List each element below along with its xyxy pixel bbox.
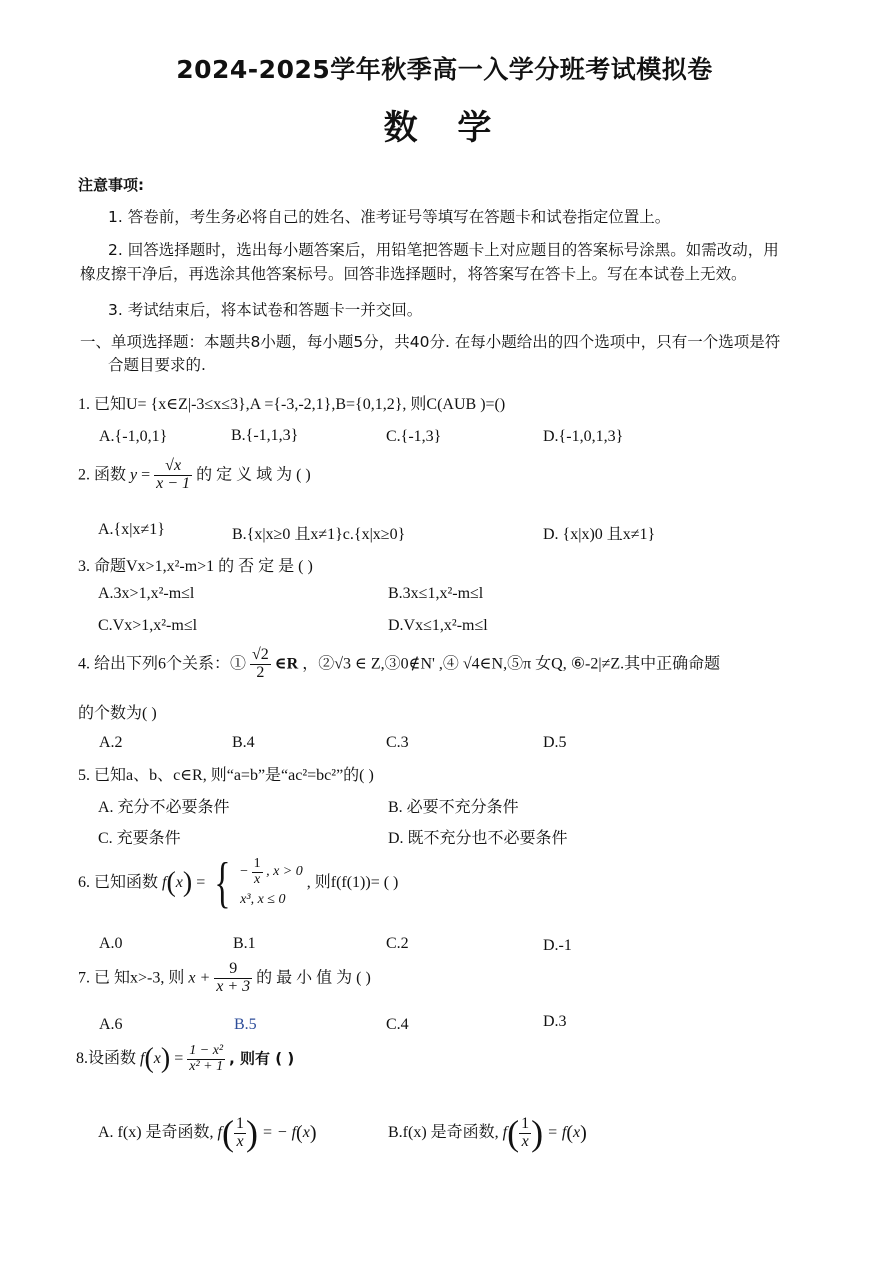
- question-8-option-a-fraction: [234, 1116, 246, 1151]
- question-8-option-b-fraction: [519, 1116, 531, 1151]
- question-6-case-1-cond: , x > 0: [266, 864, 303, 880]
- question-6-case-1: [240, 857, 303, 887]
- question-8-option-a-numerator: 1: [236, 1114, 244, 1132]
- question-8-option-b-numerator: 1: [521, 1114, 530, 1132]
- question-5-stem: 5. 已知a、b、c∈R, 则“a=b”是“ac²=bc²”的( ): [78, 767, 374, 784]
- question-5-option-d: D. 既不充分也不必要条件: [388, 830, 568, 847]
- question-4-stem-cont: 的个数为( ): [78, 705, 157, 722]
- question-8-option-b-rhs-open: (: [566, 1122, 574, 1144]
- question-8-stem: [76, 1044, 294, 1074]
- question-6-prefix: 6. 已知函数: [78, 874, 159, 891]
- question-7-x: x +: [188, 969, 211, 987]
- question-7-stem: [78, 961, 371, 996]
- question-7-denominator: x + 3: [216, 977, 251, 995]
- subject-title: 数 学: [383, 108, 506, 148]
- question-8-option-b-paren-open: (: [507, 1113, 520, 1153]
- question-2-eq: =: [141, 466, 151, 484]
- question-2-y: y: [130, 466, 138, 484]
- question-6-case-1-fraction: [252, 857, 263, 887]
- question-8-numerator: 1 − x²: [189, 1043, 224, 1058]
- question-8-option-a-denominator: x: [236, 1132, 244, 1150]
- question-6-brace: {: [214, 852, 231, 914]
- question-5-option-b: B. 必要不充分条件: [388, 799, 519, 816]
- question-8-paren-close: ): [160, 1043, 171, 1075]
- note-item-1: 1. 答卷前，考生务必将自己的姓名、准考证号等填写在答题卡和试卷指定位置上。: [108, 208, 671, 226]
- question-8-option-a-paren-open: (: [222, 1113, 234, 1153]
- question-8-option-b-rhs-close: ): [580, 1122, 587, 1144]
- question-6-f: f: [162, 874, 167, 891]
- question-4-relation: ∈R: [274, 655, 299, 673]
- question-8-option-a-rhs-open: (: [296, 1122, 303, 1144]
- question-6-paren-close: ): [182, 867, 193, 898]
- question-8-option-a-rhs: = − f: [262, 1124, 297, 1141]
- question-1-stem: 1. 已知U= {x∈Z|-3≤x≤3},A ={-3,-2,1},B={0,1,2}, 则C(AUB )=(): [78, 396, 506, 413]
- question-6-cases: [240, 857, 303, 908]
- question-4-fraction: [250, 647, 271, 682]
- question-4-denominator: 2: [256, 663, 265, 681]
- question-4-numerator: √2: [252, 646, 269, 663]
- question-8-option-a-f: f: [217, 1124, 222, 1141]
- question-8-prefix: 8.设函数: [76, 1050, 137, 1068]
- question-8-x: x: [153, 1050, 161, 1068]
- question-8-option-a: [98, 1115, 317, 1151]
- question-1-option-c: C.{-1,3}: [386, 428, 442, 445]
- question-8-f: f: [140, 1050, 145, 1068]
- question-5-option-a: A. 充分不必要条件: [98, 799, 230, 816]
- notes-heading: 注意事项:: [78, 176, 144, 194]
- question-3-option-d: D.Vx≤1,x²-m≤l: [388, 617, 488, 634]
- question-4-option-c: C.3: [386, 734, 409, 751]
- question-8-option-a-rhs-close: ): [309, 1122, 317, 1144]
- question-8-option-b-rhs: = f: [547, 1124, 567, 1141]
- question-8-paren-open: (: [144, 1043, 154, 1075]
- question-7-option-b: B.5: [234, 1016, 257, 1033]
- question-7-suffix: 的 最 小 值 为 ( ): [256, 969, 371, 987]
- question-6-option-d: D.-1: [543, 937, 572, 954]
- question-8-option-a-paren-close: ): [246, 1113, 258, 1153]
- exam-title: 2024-2025学年秋季高一入学分班考试模拟卷: [176, 55, 713, 84]
- question-1-option-a: A.{-1,0,1}: [99, 428, 168, 445]
- question-6-case-1-numerator: 1: [253, 856, 261, 872]
- question-8-option-b-prefix: B.f(x) 是奇函数,: [388, 1124, 499, 1141]
- question-3-stem: 3. 命题Vx>1,x²-m>1 的 否 定 是 ( ): [78, 558, 313, 575]
- question-8-option-a-rhs-x: x: [302, 1124, 310, 1141]
- question-4-prefix: 4. 给出下列6个关系：①: [78, 655, 247, 673]
- question-8-option-b-denominator: x: [521, 1132, 529, 1150]
- question-3-option-a: A.3x>1,x²-m≤l: [98, 585, 195, 602]
- question-2-suffix: 的 定 义 域 为 ( ): [196, 466, 311, 484]
- question-4-option-d: D.5: [543, 734, 567, 751]
- question-7-prefix: 7. 已 知x>-3, 则: [78, 969, 185, 987]
- question-8-option-b: [388, 1115, 587, 1151]
- question-4-stem: [78, 647, 720, 682]
- question-7-fraction: [214, 961, 252, 996]
- question-6-x: x: [175, 874, 183, 891]
- question-6-eq: =: [196, 874, 206, 891]
- question-8-fraction: [187, 1044, 225, 1074]
- question-2-prefix: 2. 函数: [78, 466, 127, 484]
- question-7-option-d: D.3: [543, 1013, 567, 1030]
- question-3-option-b: B.3x≤1,x²-m≤l: [388, 585, 484, 602]
- section-heading: 一、单项选择题：本题共8小题，每小题5分，共40分. 在每小题给出的四个选项中，只有一个选项是符: [80, 333, 781, 351]
- question-6-option-a: A.0: [99, 935, 123, 952]
- question-2-option-b: B.{x|x≥0 且x≠1}c.{x|x≥0}: [232, 526, 406, 543]
- question-6-case-2: x³, x ≤ 0: [240, 891, 286, 907]
- question-6-suffix: , 则f(f(1))= ( ): [306, 874, 399, 891]
- question-2-denominator: x − 1: [156, 474, 191, 492]
- question-2-option-d: D. {x|x)0 且x≠1}: [543, 526, 656, 543]
- question-2-stem: [78, 458, 311, 493]
- question-8-option-b-f: f: [502, 1124, 508, 1141]
- question-7-numerator: 9: [214, 961, 252, 979]
- question-2-fraction: [154, 458, 192, 493]
- question-8-option-a-prefix: A. f(x) 是奇函数,: [98, 1124, 214, 1141]
- question-2-option-a: A.{x|x≠1}: [98, 521, 165, 538]
- question-6-option-b: B.1: [233, 935, 256, 952]
- question-7-option-a: A.6: [99, 1016, 123, 1033]
- question-5-option-c: C. 充要条件: [98, 830, 181, 847]
- question-8-suffix: , 则有 ( ): [229, 1049, 295, 1068]
- question-1-option-d: D.{-1,0,1,3}: [543, 428, 624, 445]
- question-8-eq: =: [174, 1050, 184, 1068]
- question-6-case-1-minus: −: [240, 864, 249, 880]
- section-heading-cont: 合题目要求的.: [108, 356, 206, 374]
- question-8-option-b-rhs-x: x: [573, 1124, 581, 1141]
- question-6-stem: [78, 852, 399, 914]
- question-1-option-b: B.{-1,1,3}: [231, 427, 299, 444]
- note-item-2: 2. 回答选择题时，选出每小题答案后，用铅笔把答题卡上对应题目的答案标号涂黑。如需改动，用: [108, 241, 779, 259]
- question-4-option-b: B.4: [232, 734, 255, 751]
- note-item-2-cont: 橡皮擦干净后，再选涂其他答案标号。回答非选择题时，将答案写在答卡上。写在本试卷上无效。: [80, 265, 747, 283]
- question-6-option-c: C.2: [386, 935, 409, 952]
- question-6-paren-open: (: [166, 867, 176, 898]
- question-7-option-c: C.4: [386, 1016, 409, 1033]
- question-2-numerator: √x: [154, 458, 192, 476]
- question-8-denominator: x² + 1: [189, 1058, 224, 1074]
- question-4-suffix: ，②√3 ∈ Z,③0∉N' ,④ √4∈N,⑤π 女Q, ⑥-2|≠Z.其中正确命题: [302, 655, 721, 673]
- note-item-3: 3. 考试结束后，将本试卷和答题卡一并交回。: [108, 301, 423, 319]
- question-6-case-1-denominator: x: [253, 872, 261, 888]
- question-4-option-a: A.2: [99, 734, 123, 751]
- question-3-option-c: C.Vx>1,x²-m≤l: [98, 617, 198, 634]
- question-8-option-b-paren-close: ): [531, 1113, 544, 1153]
